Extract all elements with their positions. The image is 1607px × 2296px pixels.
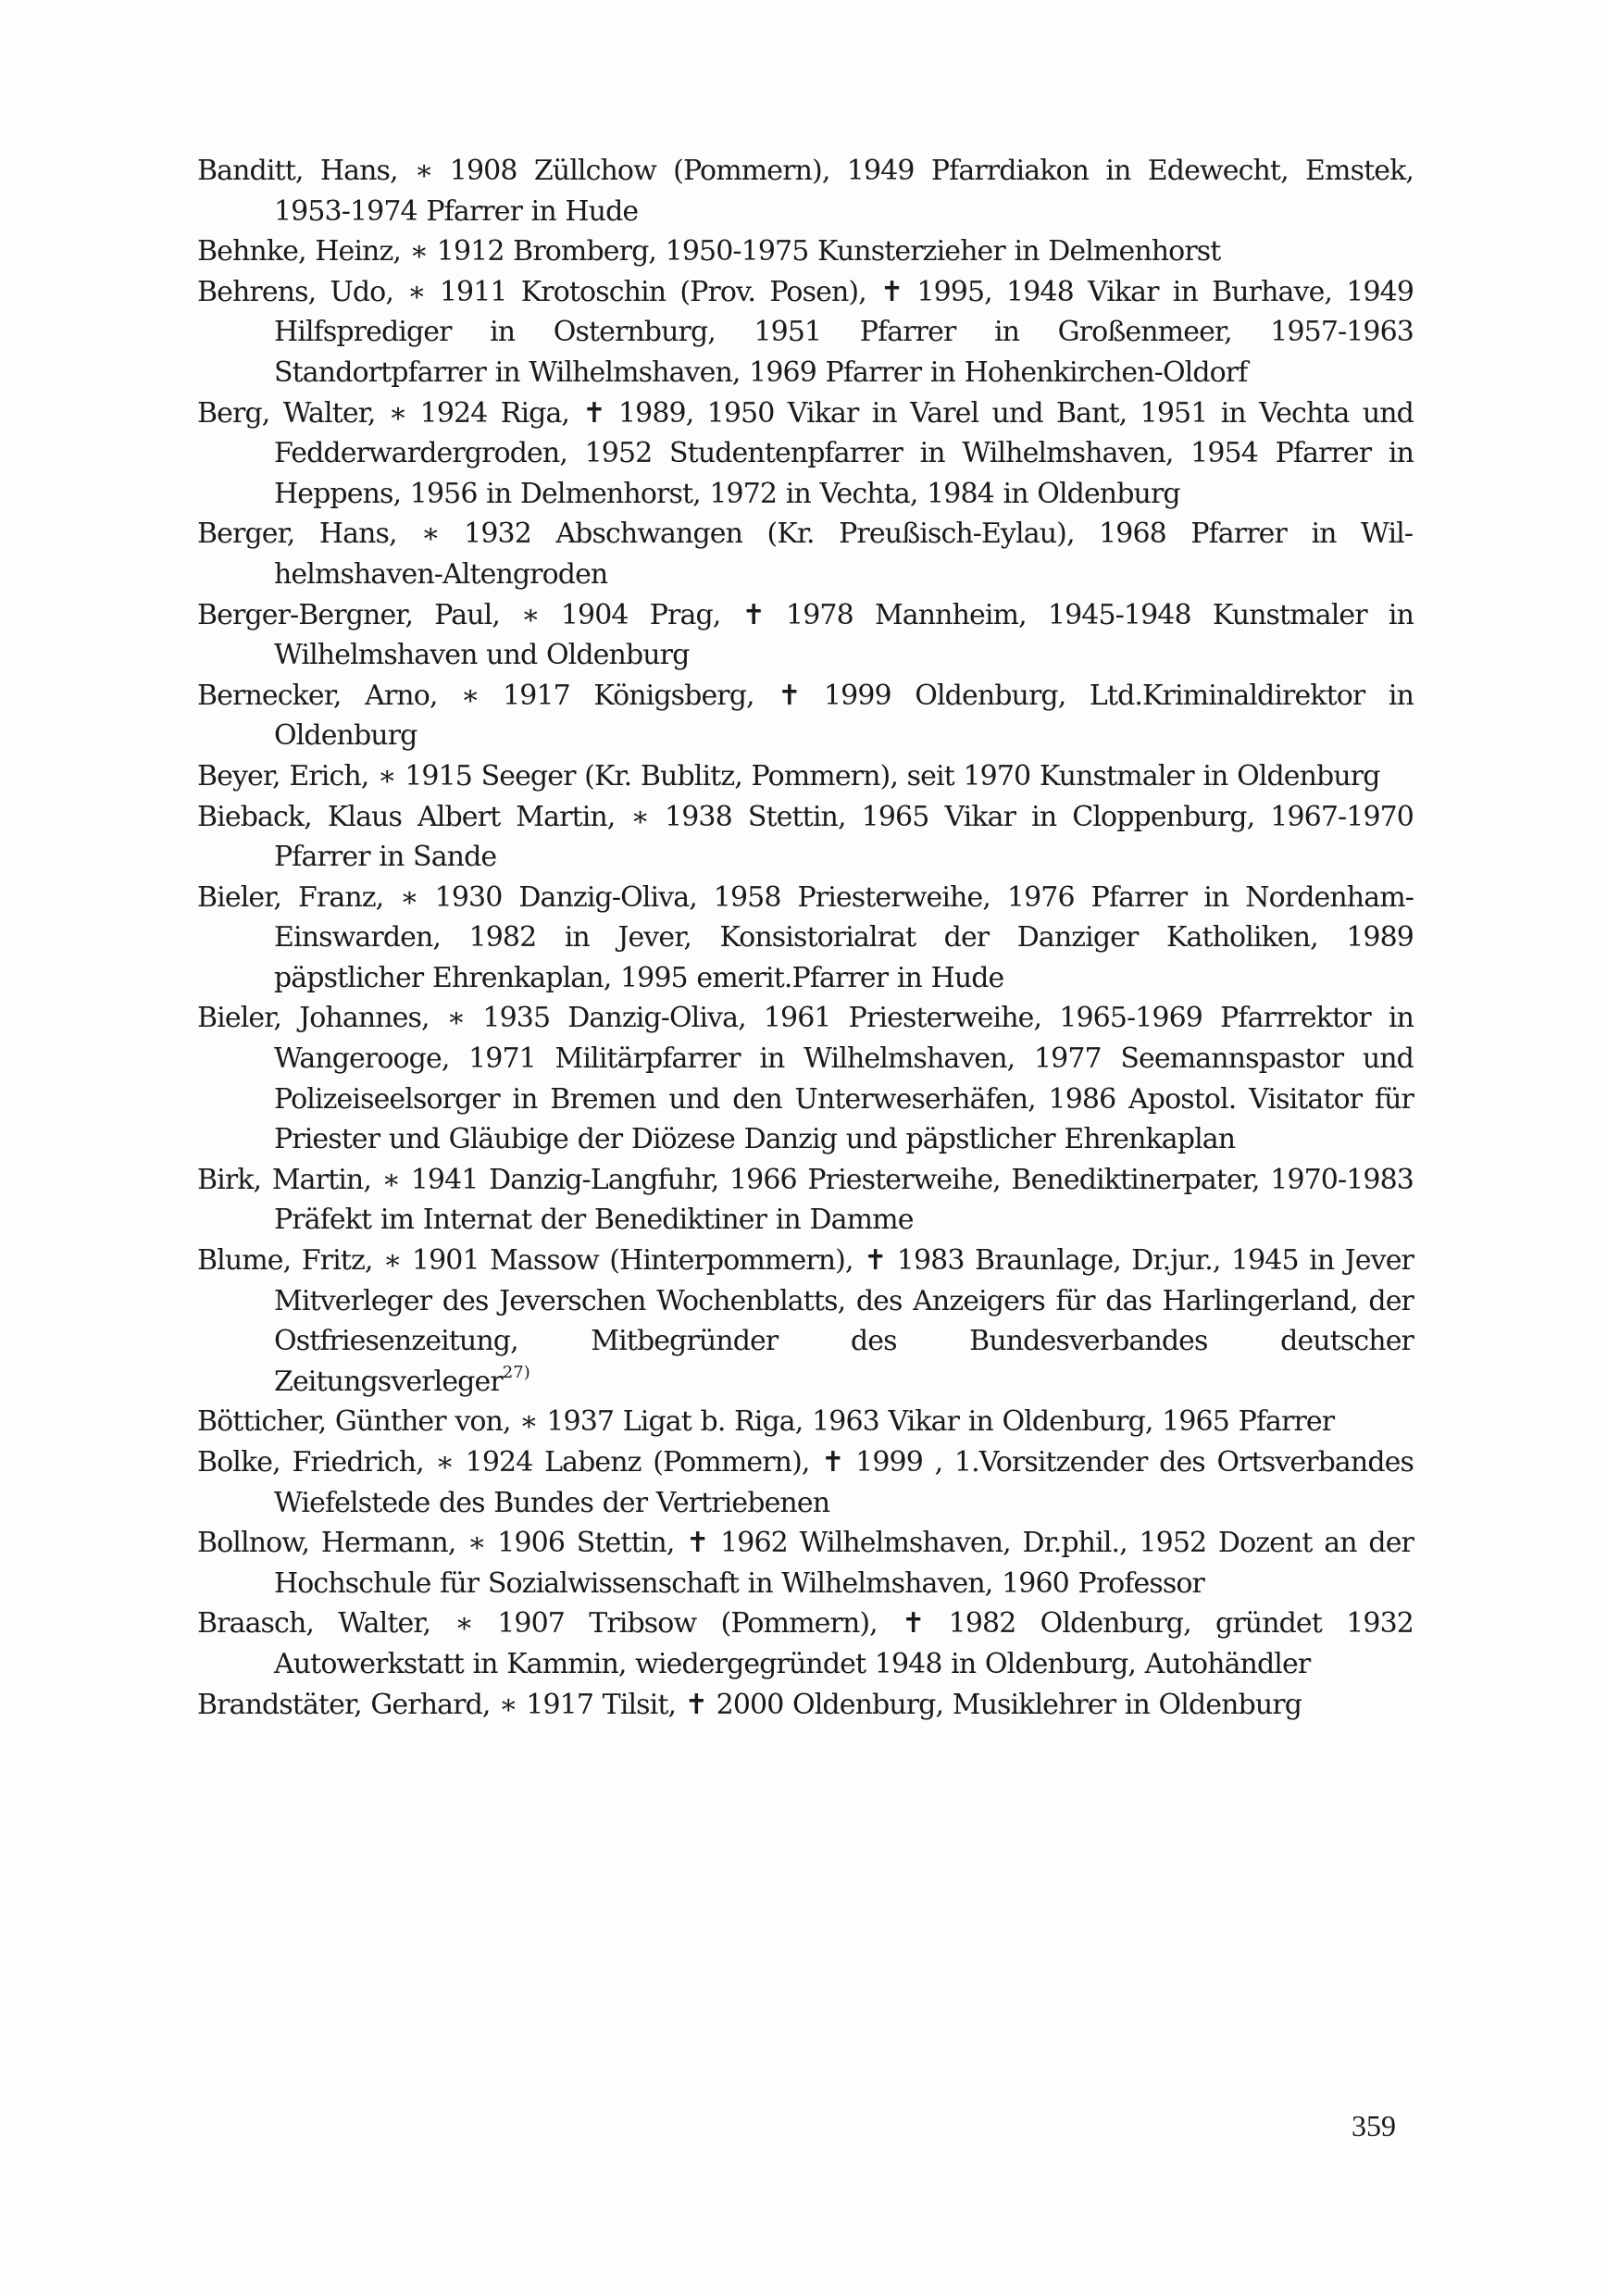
entry-name: Brandstäter, Gerhard,: [197, 1688, 491, 1721]
register-entry-berger: [197, 514, 1414, 594]
register-entry-birk: [197, 1160, 1414, 1241]
entry-name: Berg, Walter,: [197, 396, 376, 430]
register-entry-bollnow: [197, 1523, 1414, 1603]
entry-name: Bieback, Klaus Albert Martin,: [197, 800, 616, 833]
entry-name: Beyer, Erich,: [197, 759, 369, 792]
register-entry-beyer: [197, 756, 1414, 797]
entry-name: Braasch, Walter,: [197, 1607, 431, 1641]
entry-text: ∗ 1912 Bromberg, 1950-1975 Kunsterzieher in Delmenhorst: [409, 235, 1221, 268]
entry-name: Behnke, Heinz,: [197, 235, 402, 268]
entry-name: Blume, Fritz,: [197, 1244, 373, 1278]
entry-text: ∗ 1930 Danzig-Oliva, 1958 Priesterweihe, 1976 Pfarrer in Nordenham-Einswarden, 1982 in Jever, Konsistorialrat der Danziger Katholiken, 1989 päpstlicher Ehrenkaplan, 1995 emerit.Pfarrer in Hude: [274, 880, 1414, 994]
entry-text: ∗ 1911 Krotoschin (Prov. Posen), ✝ 1995, 1948 Vikar in Burhave, 1949 Hilfsprediger in Osternburg, 1951 Pfarrer in Großenmeer, 1957-1963 Standortpfarrer in Wilhelmshaven, 1969 Pfarrer in Hohenkirchen-Oldorf: [274, 275, 1414, 389]
register-entry-behnke: [197, 231, 1414, 272]
entry-name: Bollnow, Hermann,: [197, 1527, 456, 1560]
entry-name: Berger, Hans,: [197, 518, 397, 551]
entry-name: Bieler, Johannes,: [197, 1002, 430, 1035]
register-entry-behrens: [197, 272, 1414, 393]
entry-name: Birk, Martin,: [197, 1163, 371, 1196]
entry-text: ∗ 1924 Labenz (Pommern), ✝ 1999 , 1.Vorsitzender des Ortsverbandes Wiefelstede des Bundes der Vertriebenen: [274, 1446, 1414, 1519]
entry-name: Bernecker, Arno,: [197, 679, 438, 712]
register-text-column: [197, 151, 1414, 1725]
register-entry-braasch: [197, 1603, 1414, 1684]
entry-text: ∗ 1924 Riga, ✝ 1989, 1950 Vikar in Varel und Bant, 1951 in Vechta und Fedderwardergroden, 1952 Studentenpfarrer in Wilhelmshaven, 1954 Pfarrer in Heppens, 1956 in Delmenhorst, 1972 in Vechta, 1984 in Oldenburg: [274, 396, 1414, 510]
entry-text: ∗ 1917 Königsberg, ✝ 1999 Oldenburg, Ltd.Kriminaldirektor in Oldenburg: [274, 679, 1414, 753]
entry-text: ∗ 1904 Prag, ✝ 1978 Mannheim, 1945-1948 Kunstmaler in Wilhelmshaven und Oldenburg: [274, 598, 1414, 672]
entry-text: ∗ 1907 Tribsow (Pommern), ✝ 1982 Oldenburg, gründet 1932 Autowerkstatt in Kammin, wiedergegründet 1948 in Oldenburg, Autohändler: [274, 1607, 1414, 1680]
entry-text: ∗ 1915 Seeger (Kr. Bublitz, Pommern), seit 1970 Kunstmaler in Oldenburg: [378, 759, 1380, 792]
register-entry-banditt: [197, 151, 1414, 231]
page-number: 359: [1352, 2109, 1396, 2142]
entry-text: ∗ 1938 Stettin, 1965 Vikar in Cloppenburg, 1967-1970 Pfarrer in Sande: [274, 800, 1414, 874]
entry-text: ∗ 1932 Abschwangen (Kr. Preußisch-Eylau), 1968 Pfarrer in Wilhelmshaven-Altengroden: [274, 518, 1414, 591]
register-entry-bernecker: [197, 676, 1414, 756]
entry-text: ∗ 1941 Danzig-Langfuhr, 1966 Priesterweihe, Benediktinerpater, 1970-1983 Präfekt im Internat der Benediktiner in Damme: [274, 1163, 1414, 1237]
entry-name: Banditt, Hans,: [197, 155, 398, 187]
register-entry-blume: [197, 1241, 1414, 1402]
entry-text: ∗ 1937 Ligat b. Riga, 1963 Vikar in Oldenburg, 1965 Pfarrer: [519, 1405, 1335, 1439]
register-entry-bieler-johannes: [197, 998, 1414, 1159]
register-entry-bieler-franz: [197, 878, 1414, 999]
register-entry-berg: [197, 393, 1414, 515]
entry-text: ∗ 1917 Tilsit, ✝ 2000 Oldenburg, Musiklehrer in Oldenburg: [499, 1688, 1302, 1721]
register-entry-berger-bergner: [197, 595, 1414, 676]
register-entry-brandstaeter: [197, 1685, 1414, 1726]
entry-text: ∗ 1901 Massow (Hinterpommern), ✝ 1983 Braunlage, Dr.jur., 1945 in Jever Mitverleger des Jeverschen Wochenblatts, des Anzeigers für das Harlingerland, der Ostfriesenzeitung, Mitbegründer des Bundesverbandes deutscher Zeitungsverleger: [274, 1244, 1414, 1398]
entry-text: ∗ 1935 Danzig-Oliva, 1961 Priesterweihe, 1965-1969 Pfarrrektor in Wangerooge, 1971 Militärpfarrer in Wilhelmshaven, 1977 Seemannspastor und Polizeiseelsorger in Bremen und den Unterweserhäfen, 1986 Apostol. Visitator für Priester und Gläubige der Diözese Danzig und päpstlicher Ehrenkaplan: [274, 1002, 1414, 1156]
register-entry-bieback: [197, 797, 1414, 878]
entry-name: Bieler, Franz,: [197, 880, 384, 914]
footnote-reference[interactable]: 27): [502, 1362, 530, 1382]
entry-name: Bolke, Friedrich,: [197, 1446, 424, 1479]
entry-name: Behrens, Udo,: [197, 275, 393, 308]
entry-text: ∗ 1908 Züllchow (Pommern), 1949 Pfarrdiakon in Edewecht, Emstek, 1953-1974 Pfarrer in Hude: [274, 155, 1414, 228]
register-entry-bolke: [197, 1442, 1414, 1523]
entry-text: ∗ 1906 Stettin, ✝ 1962 Wilhelmshaven, Dr.phil., 1952 Dozent an der Hochschule für Sozialwissenschaft in Wilhelmshaven, 1960 Professor: [274, 1527, 1414, 1600]
entry-name: Bötticher, Günther von,: [197, 1405, 511, 1439]
entry-name: Berger-Bergner, Paul,: [197, 598, 500, 631]
register-entry-boetticher: [197, 1402, 1414, 1442]
